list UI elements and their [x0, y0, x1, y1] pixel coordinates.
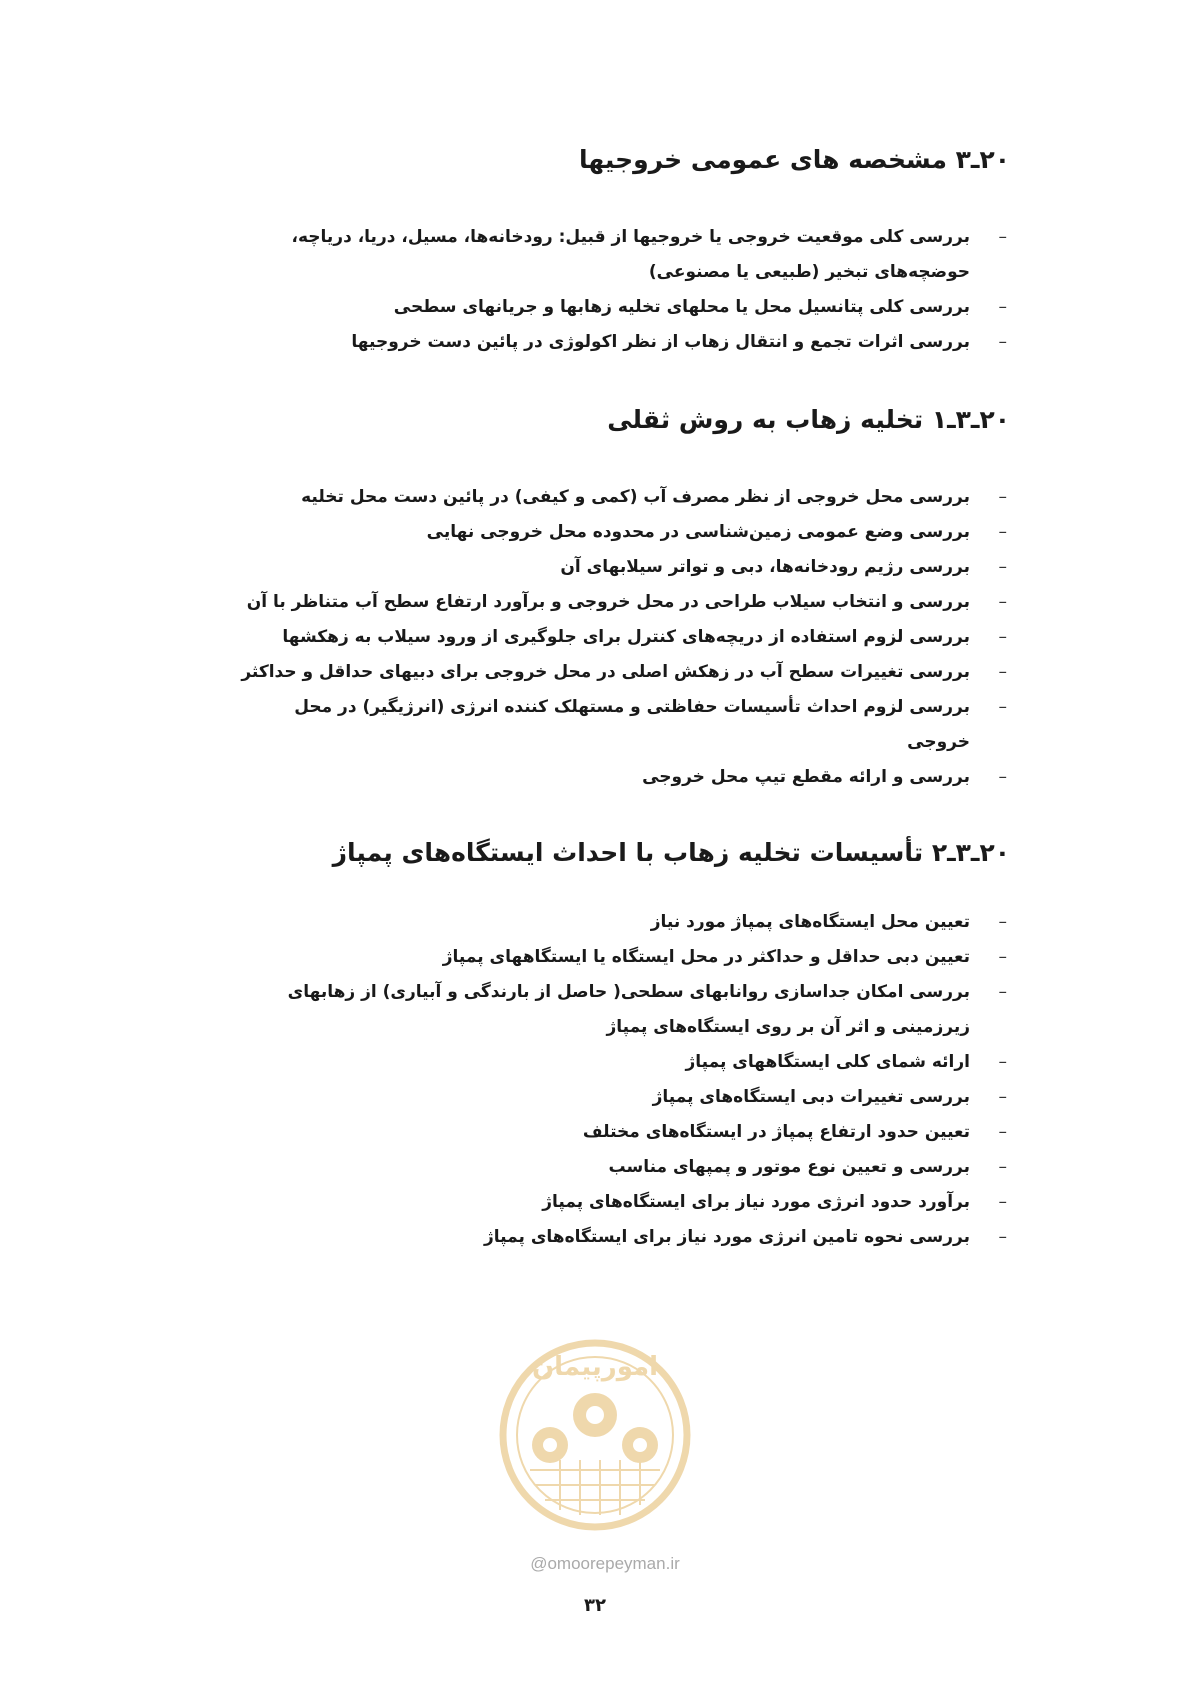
bullet-dash: –	[998, 1227, 1007, 1247]
bullet-dash: –	[998, 767, 1007, 787]
page-number: ۳۲	[584, 1595, 606, 1616]
section-1-list	[235, 220, 1010, 360]
list-item: – بررسی وضع عمومی زمین‌شناسی در محدوده محل خروجی نهایی	[235, 515, 1010, 550]
list-item: – بررسی لزوم استفاده از دریچه‌های کنترل برای جلوگیری از ورود سیلاب به زهکشها	[235, 620, 1010, 655]
bullet-dash: –	[998, 1192, 1007, 1212]
list-item: – بررسی رژیم رودخانه‌ها، دبی و تواتر سیلابهای آن	[235, 550, 1010, 585]
list-item: – بررسی کلی پتانسیل محل یا محلهای تخلیه زهابها و جریانهای سطحی	[235, 290, 1010, 325]
list-item: – برآورد حدود انرژی مورد نیاز برای ایستگاه‌های پمپاژ	[235, 1185, 1010, 1220]
watermark-logo-icon	[490, 1330, 700, 1560]
bullet-dash: –	[998, 662, 1007, 682]
list-item: – تعیین دبی حداقل و حداکثر در محل ایستگاه یا ایستگاههای پمپاژ	[235, 940, 1010, 975]
bullet-dash: –	[998, 332, 1007, 352]
bullet-dash: –	[998, 1052, 1007, 1072]
bullet-dash: –	[998, 627, 1007, 647]
bullet-dash: –	[998, 557, 1007, 577]
section-2-list	[235, 480, 1010, 795]
list-item: – بررسی و انتخاب سیلاب طراحی در محل خروجی و برآورد ارتفاع سطح آب متناظر با آن	[235, 585, 1010, 620]
bullet-dash: –	[998, 592, 1007, 612]
bullet-dash: –	[998, 1087, 1007, 1107]
section-heading-2: ۲۰ـ۳ـ۱ تخلیه زهاب به روش ثقلی	[607, 405, 1010, 434]
watermark-logo-text: امورپیمان	[531, 1352, 659, 1382]
bullet-dash: –	[998, 227, 1007, 247]
list-item: – بررسی و ارائه مقطع تیپ محل خروجی	[235, 760, 1010, 795]
section-3-list	[235, 905, 1010, 1255]
bullet-dash: –	[998, 697, 1007, 717]
list-item: – بررسی لزوم احداث تأسیسات حفاظتی و مستهلک کننده انرژی (انرژیگیر) در محل خروجی	[235, 690, 1010, 760]
watermark-url: @omoorepeyman.ir	[530, 1554, 680, 1573]
bullet-dash: –	[998, 912, 1007, 932]
list-item: – تعیین محل ایستگاه‌های پمپاژ مورد نیاز	[235, 905, 1010, 940]
bullet-dash: –	[998, 947, 1007, 967]
bullet-dash: –	[998, 1157, 1007, 1177]
list-item: – تعیین حدود ارتفاع پمپاژ در ایستگاه‌های مختلف	[235, 1115, 1010, 1150]
bullet-dash: –	[998, 297, 1007, 317]
list-item: – بررسی اثرات تجمع و انتقال زهاب از نظر اکولوژی در پائین دست خروجیها	[235, 325, 1010, 360]
list-item: – بررسی و تعیین نوع موتور و پمپهای مناسب	[235, 1150, 1010, 1185]
bullet-dash: –	[998, 1122, 1007, 1142]
list-item: – بررسی نحوه تامین انرژی مورد نیاز برای ایستگاه‌های پمپاژ	[235, 1220, 1010, 1255]
list-item: – بررسی تغییرات سطح آب در زهکش اصلی در محل خروجی برای دبیهای حداقل و حداکثر	[235, 655, 1010, 690]
list-item: – بررسی کلی موقعیت خروجی یا خروجیها از قبیل: رودخانه‌ها، مسیل، دریا، دریاچه، حوضچه‌های تبخیر (طبیعی یا مصنوعی)	[235, 220, 1010, 290]
bullet-dash: –	[998, 522, 1007, 542]
list-item: – بررسی امکان جداسازی روانابهای سطحی( حاصل از بارندگی و آبیاری) از زهابهای زیرزمینی و اثر آن بر روی ایستگاه‌های پمپاژ	[235, 975, 1010, 1045]
list-item: – بررسی تغییرات دبی ایستگاه‌های پمپاژ	[235, 1080, 1010, 1115]
bullet-dash: –	[998, 982, 1007, 1002]
content	[235, 140, 1010, 1255]
list-item: – بررسی محل خروجی از نظر مصرف آب (کمی و کیفی) در پائین دست محل تخلیه	[235, 480, 1010, 515]
section-heading-3: ۲۰ـ۳ـ۲ تأسیسات تخلیه زهاب با احداث ایستگاه‌های پمپاژ	[332, 838, 1010, 867]
bullet-dash: –	[998, 487, 1007, 507]
section-heading-1: ۲۰ـ۳ مشخصه های عمومی خروجیها	[578, 145, 1010, 174]
list-item: – ارائه شمای کلی ایستگاههای پمپاژ	[235, 1045, 1010, 1080]
